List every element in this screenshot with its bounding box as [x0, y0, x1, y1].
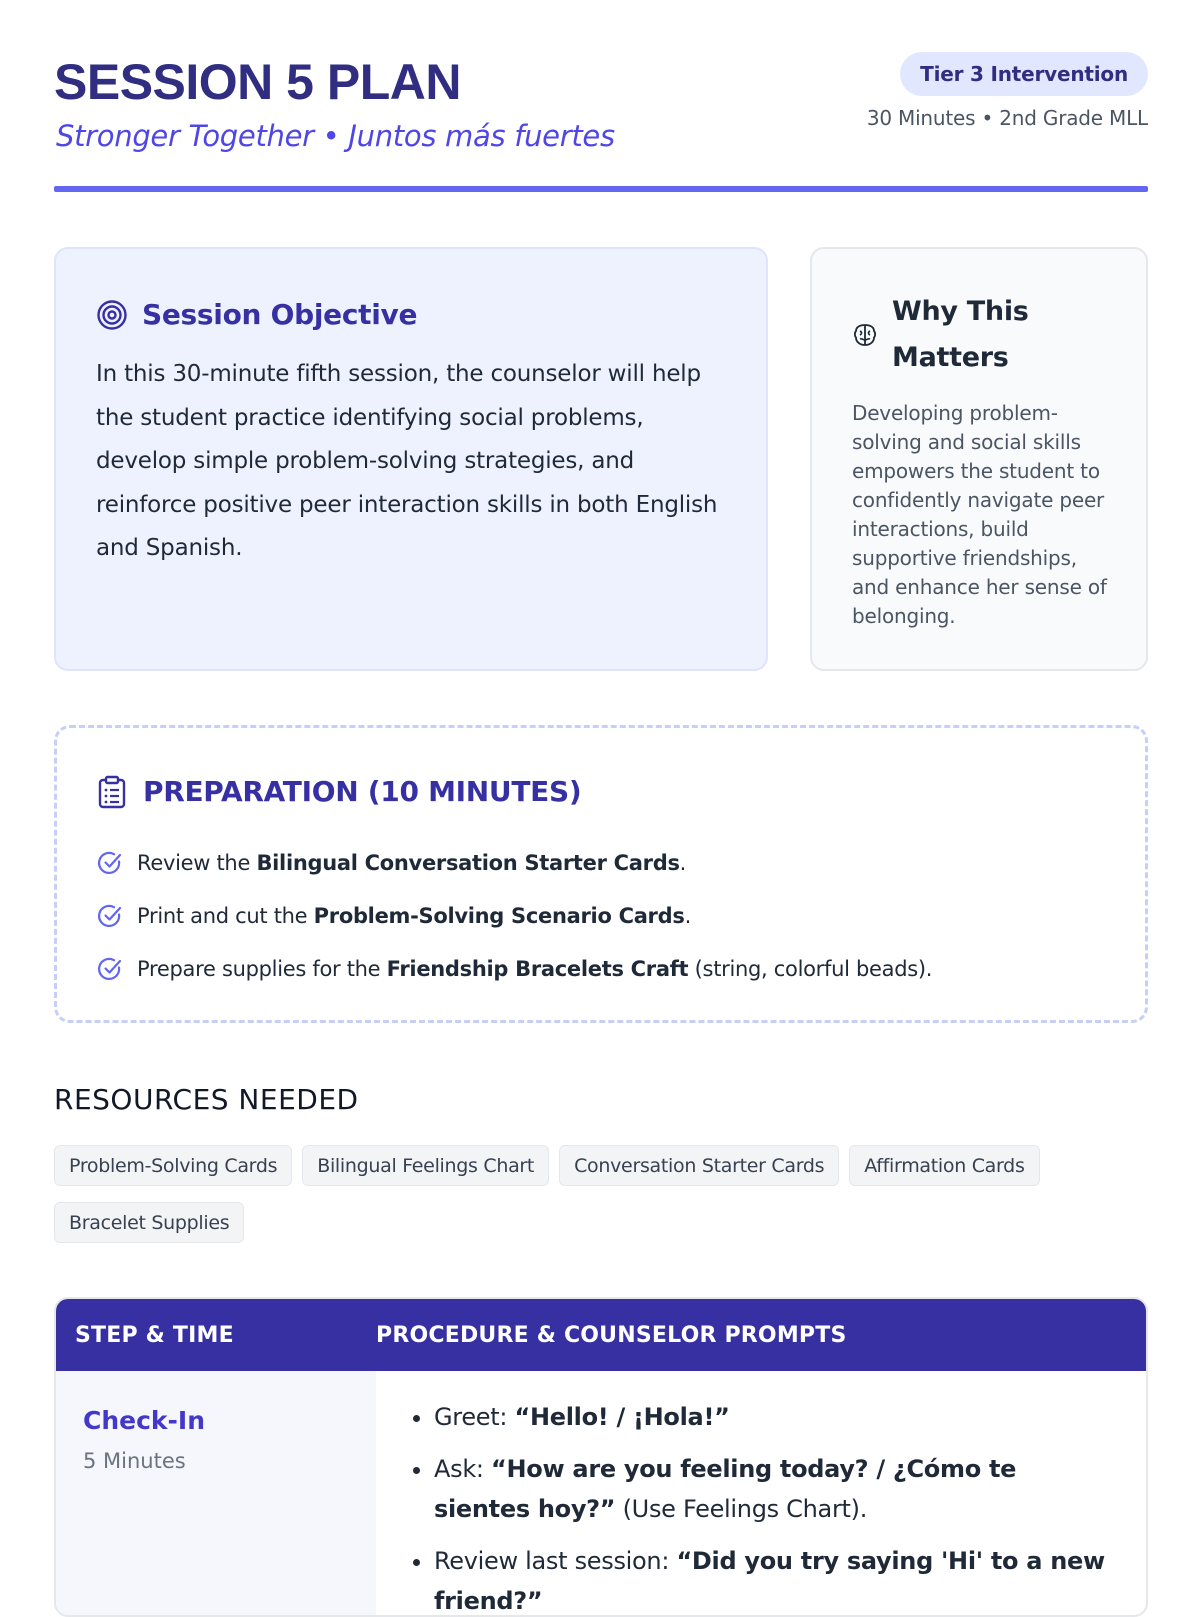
preparation-title: PREPARATION (10 MINUTES) — [143, 775, 582, 808]
resource-chip: Affirmation Cards — [849, 1145, 1039, 1186]
preparation-section — [54, 725, 1148, 1023]
why-title: Why This Matters — [892, 296, 1029, 373]
session-plan-page — [54, 0, 1148, 1615]
resource-chip: Problem-Solving Cards — [54, 1145, 292, 1186]
why-card — [810, 247, 1148, 671]
why-text: Developing problem-solving and social skills empowers the student to confidently navigate peer interactions, build supportive friendships, and enhance her sense of belonging. — [852, 401, 1107, 628]
target-icon — [96, 299, 128, 331]
procedure-cell — [376, 1371, 1146, 1617]
preparation-item: Review the Bilingual Conversation Starter Cards. — [97, 836, 1105, 889]
resource-chip: Bilingual Feelings Chart — [302, 1145, 549, 1186]
resources-title: RESOURCES NEEDED — [54, 1083, 359, 1116]
page-subtitle: Stronger Together • Juntos más fuertes — [56, 119, 615, 153]
column-header-step: STEP & TIME — [75, 1322, 234, 1348]
objective-card — [54, 247, 768, 671]
resource-chip: Bracelet Supplies — [54, 1202, 244, 1243]
procedure-item: • Review last session: “Did you try saying 'Hi' to a new friend?” — [434, 1541, 1106, 1617]
procedure-item: • Greet: “Hello! / ¡Hola!” — [434, 1397, 1106, 1437]
tier-badge: Tier 3 Intervention — [900, 52, 1148, 96]
preparation-list — [97, 836, 1105, 995]
column-header-procedure: PROCEDURE & COUNSELOR PROMPTS — [376, 1322, 847, 1348]
header — [54, 52, 1148, 194]
header-divider — [54, 186, 1148, 192]
check-circle-icon — [97, 850, 123, 876]
clipboard-icon — [97, 775, 127, 809]
check-circle-icon — [97, 903, 123, 929]
objective-text: In this 30-minute fifth session, the counselor will help the student practice identifying social problems, develop simple problem-solving strategies, and reinforce positive peer interaction skills in both English and Spanish. — [96, 361, 718, 561]
table-row — [56, 1371, 1146, 1617]
step-time: 5 Minutes — [83, 1449, 186, 1473]
step-name: Check-In — [83, 1406, 206, 1435]
step-cell — [56, 1371, 376, 1617]
preparation-item: Print and cut the Problem-Solving Scenario Cards. — [97, 889, 1105, 942]
check-circle-icon — [97, 956, 123, 982]
brain-icon — [852, 322, 878, 348]
preparation-item: Prepare supplies for the Friendship Bracelets Craft (string, colorful beads). — [97, 942, 1105, 995]
resources-chips — [54, 1145, 1148, 1259]
procedure-table — [54, 1297, 1148, 1617]
session-meta: 30 Minutes • 2nd Grade MLL — [866, 106, 1148, 130]
procedure-item: • Ask: “How are you feeling today? / ¿Cómo te sientes hoy?” (Use Feelings Chart). — [434, 1449, 1106, 1529]
page-title: SESSION 5 PLAN — [54, 54, 461, 110]
objective-title: Session Objective — [142, 298, 418, 331]
table-header — [56, 1299, 1146, 1371]
resource-chip: Conversation Starter Cards — [559, 1145, 839, 1186]
procedure-list — [414, 1397, 1106, 1617]
